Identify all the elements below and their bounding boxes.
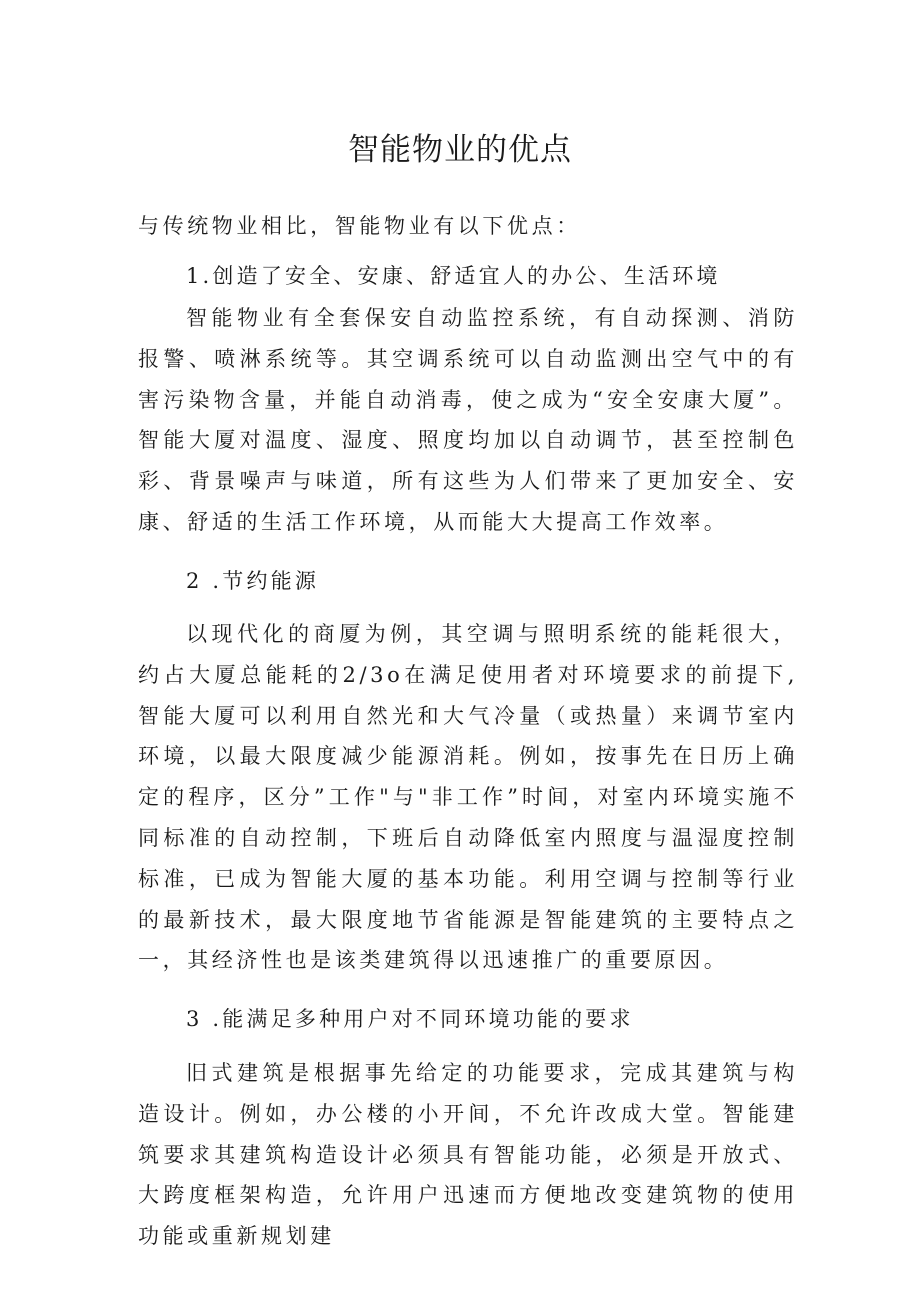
- section-2-body: 以现代化的商厦为例，其空调与照明系统的能耗很大，约占大厦总能耗的2/3o在满足使用者对环境要求的前提下,智能大厦可以利用自然光和大气冷量（或热量）来调节室内环境，以最大限度减少能源消耗。例如，按事先在日历上确定的程序，区分”工作"与"非工作”时间，对室内环境实施不同标准的自动控制，下班后自动降低室内照度与温湿度控制标准，已成为智能大厦的基本功能。利用空调与控制等行业的最新技术，最大限度地节省能源是智能建筑的主要特点之一，其经济性也是该类建筑得以迅速推广的重要原因。: [138, 622, 798, 973]
- section-1-body: 智能物业有全套保安自动监控系统，有自动探测、消防报警、喷淋系统等。其空调系统可以自动监测出空气中的有害污染物含量，并能自动消毒，使之成为“安全安康大厦”。智能大厦对温度、湿度、照度均加以自动调节，甚至控制色彩、背景噪声与味道，所有这些为人们带来了更加安全、安康、舒适的生活工作环境，从而能大大提高工作效率。: [138, 306, 798, 534]
- section-3-heading: 3 .能满足多种用户对不同环境功能的要求: [186, 1007, 634, 1031]
- page-title: 智能物业的优点: [348, 132, 572, 168]
- section-3-body: 旧式建筑是根据事先给定的功能要求，完成其建筑与构造设计。例如，办公楼的小开间，不允许改成大堂。智能建筑要求其建筑构造设计必须具有智能功能，必须是开放式、大跨度框架构造，允许用户迅速而方便地改变建筑物的使用功能或重新规划建: [138, 1061, 798, 1249]
- section-2-heading: 2 .节约能源: [186, 569, 320, 593]
- intro-paragraph: 与传统物业相比，智能物业有以下优点：: [138, 214, 581, 238]
- section-1-heading: 1.创造了安全、安康、舒适宜人的办公、生活环境: [186, 264, 721, 288]
